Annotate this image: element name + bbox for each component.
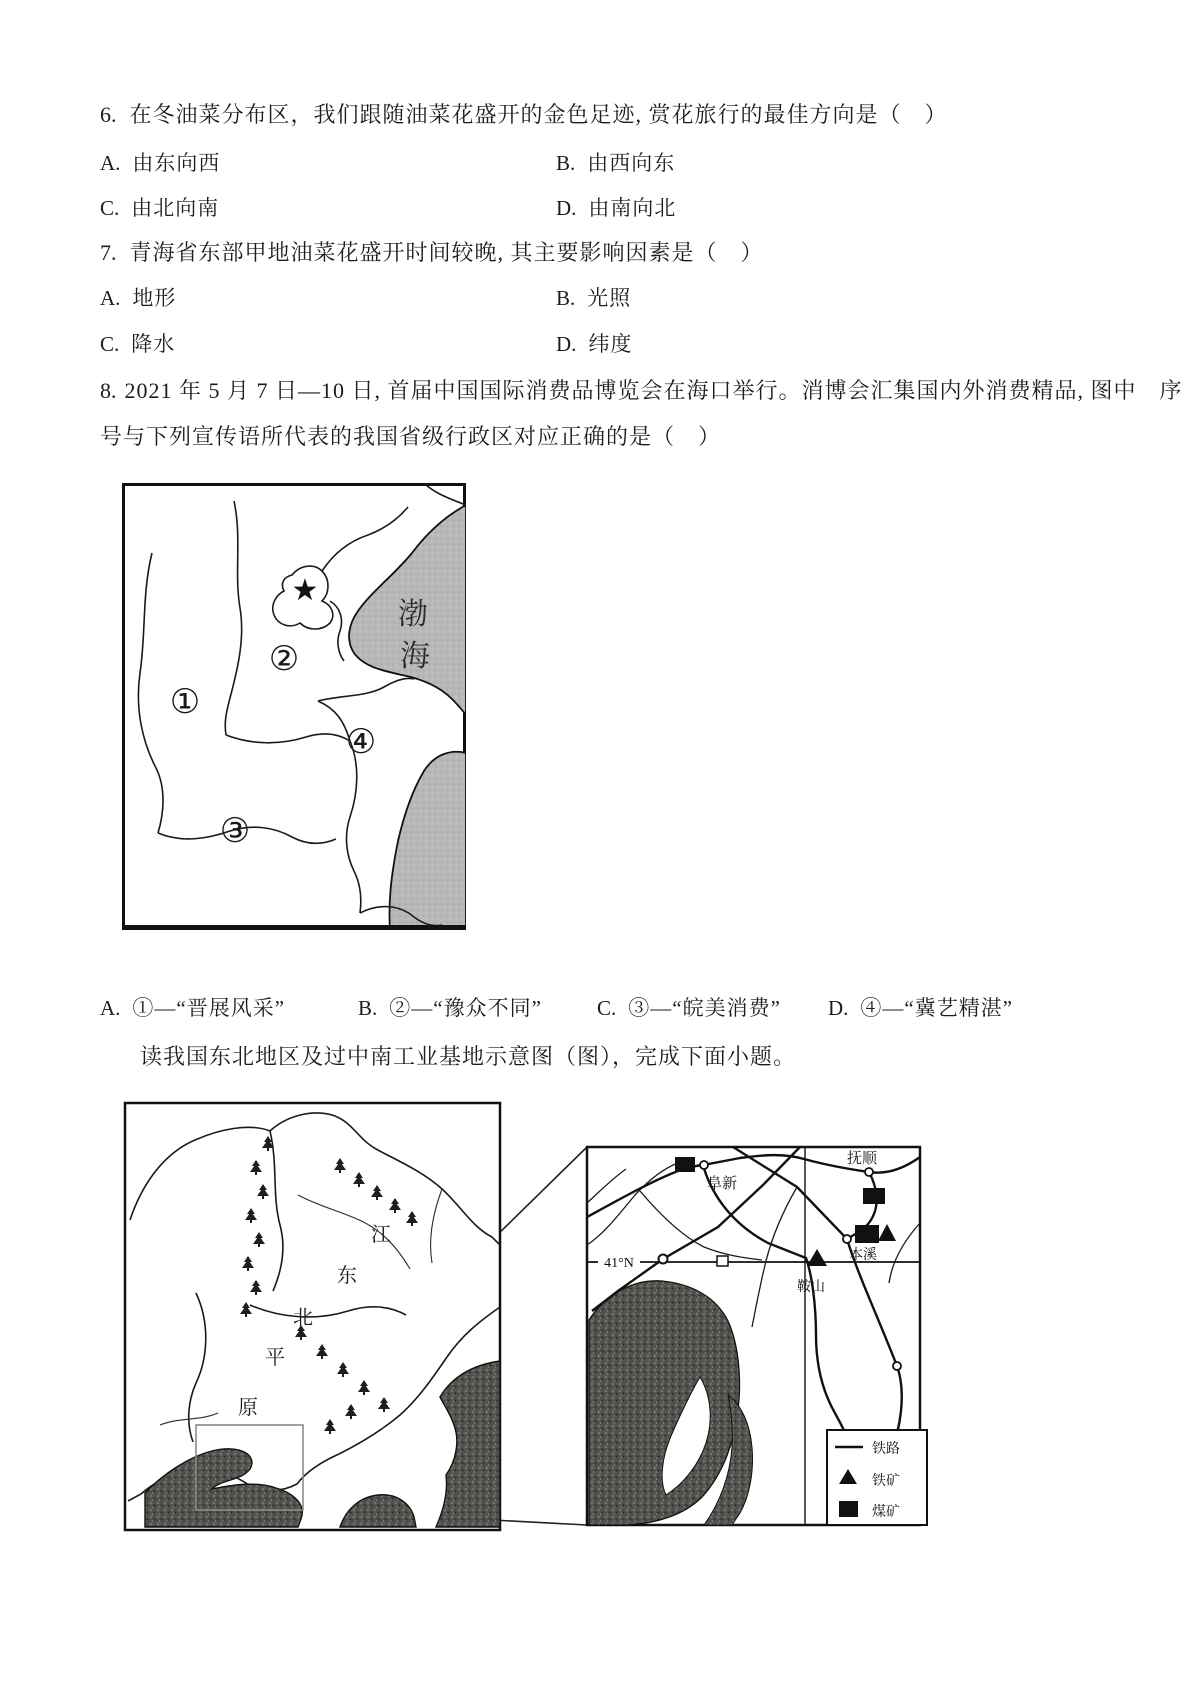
option-text: ①—“晋展风采” — [132, 996, 286, 1020]
question-8-text-line2: 号与下列宣传语所代表的我国省级行政区对应正确的是（ ） — [100, 424, 722, 449]
bohai-sea-label-char2: 海 — [400, 640, 430, 673]
question-6 — [100, 98, 948, 129]
city-dot — [700, 1161, 708, 1169]
question-7 — [100, 236, 764, 267]
option-text: 降水 — [131, 332, 176, 356]
question-7-option-b — [556, 282, 631, 312]
option-text: ②—“豫众不同” — [389, 996, 542, 1020]
option-text: 由南向北 — [588, 196, 677, 220]
option-label: B. — [556, 151, 576, 175]
question-8-line1 — [100, 374, 1183, 405]
option-text: 由东向西 — [132, 151, 221, 175]
option-label: D. — [556, 332, 577, 356]
option-label: D. — [828, 996, 849, 1020]
question-8-option-c — [597, 992, 781, 1022]
latitude-label: 41°N — [604, 1256, 634, 1271]
option-label: D. — [556, 196, 577, 220]
question-7-option-a — [100, 282, 176, 312]
option-label: C. — [100, 196, 120, 220]
city-dot-southeast — [893, 1362, 901, 1370]
option-label: C. — [597, 996, 617, 1020]
question-8-number: 8. — [100, 378, 117, 403]
option-text: 光照 — [587, 286, 632, 310]
plain-label-char2: 北 — [293, 1307, 313, 1329]
coal-mine-icon — [675, 1157, 695, 1172]
legend-box — [827, 1430, 927, 1525]
plain-label-char3: 平 — [265, 1347, 285, 1369]
question-6-option-d — [556, 192, 676, 222]
beijing-star-icon: ★ — [291, 574, 319, 607]
coal-mine-icon — [863, 1188, 885, 1204]
legend-railway-label: 铁路 — [872, 1442, 900, 1457]
passage-intro — [140, 1040, 796, 1071]
map1-region-1: ① — [169, 684, 201, 721]
question-7-text: 青海省东部甲地油菜花盛开时间较晚, 其主要影响因素是（ ） — [129, 240, 764, 265]
passage-text: 读我国东北地区及过中南工业基地示意图（图），完成下面小题。 — [140, 1044, 797, 1069]
city-anshan-label: 鞍山 — [797, 1280, 825, 1295]
option-text: ③—“皖美消费” — [628, 996, 781, 1020]
legend-coal-icon — [839, 1501, 858, 1517]
question-8-option-b — [358, 992, 542, 1022]
option-label: A. — [100, 151, 121, 175]
option-text: 地形 — [132, 286, 177, 310]
plain-label-char4: 原 — [238, 1397, 258, 1419]
option-label: A. — [100, 286, 121, 310]
question-8-text-line1: 2021 年 5 月 7 日—10 日, 首届中国国际消费品博览会在海口举行。消博会汇集国内外消费精品, 图中 序 — [124, 378, 1183, 403]
coal-mine-icon — [855, 1225, 879, 1243]
map2-right-panel — [587, 1147, 927, 1525]
latitude-label-group — [598, 1252, 640, 1271]
option-label: B. — [358, 996, 378, 1020]
map1-region-4: ④ — [345, 724, 377, 761]
question-8-line2 — [100, 420, 721, 451]
legend-iron-label: 铁矿 — [872, 1474, 900, 1489]
question-6-option-b — [556, 147, 675, 177]
option-text: ④—“冀艺精湛” — [860, 996, 1014, 1020]
city-dot — [865, 1168, 873, 1176]
question-6-number: 6. — [100, 102, 117, 127]
question-6-text: 在冬油菜分布区，我们跟随油菜花盛开的金色足迹, 赏花旅行的最佳方向是（ ） — [129, 102, 948, 127]
plain-label-char1: 东 — [337, 1265, 357, 1287]
city-dot — [843, 1235, 851, 1243]
question-8-option-d — [828, 992, 1013, 1022]
city-benxi-label: 本溪 — [849, 1248, 877, 1263]
map1-region-2: ② — [268, 641, 300, 678]
question-6-option-a — [100, 147, 220, 177]
map2-figure — [100, 1095, 940, 1545]
option-text: 纬度 — [588, 332, 633, 356]
question-7-number: 7. — [100, 240, 117, 265]
option-label: C. — [100, 332, 120, 356]
question-8-option-a — [100, 992, 285, 1022]
bohai-sea-label-char1: 渤 — [398, 598, 428, 631]
option-label: A. — [100, 996, 121, 1020]
city-fushun-label: 抚顺 — [846, 1151, 878, 1167]
city-fuxin-label: 阜新 — [706, 1176, 738, 1192]
option-text: 由北向南 — [131, 196, 220, 220]
legend-coal-label: 煤矿 — [872, 1505, 900, 1520]
railway-hub-dot — [659, 1255, 668, 1264]
map1-region-3: ③ — [219, 813, 251, 850]
river-label-char: 江 — [371, 1224, 391, 1246]
option-text: 由西向东 — [587, 151, 676, 175]
question-7-option-d — [556, 328, 632, 358]
city-square-marker — [717, 1256, 728, 1266]
question-6-option-c — [100, 192, 219, 222]
option-label: B. — [556, 286, 576, 310]
question-7-option-c — [100, 328, 175, 358]
map1-figure — [122, 483, 466, 930]
map2-left-panel — [125, 1103, 500, 1530]
